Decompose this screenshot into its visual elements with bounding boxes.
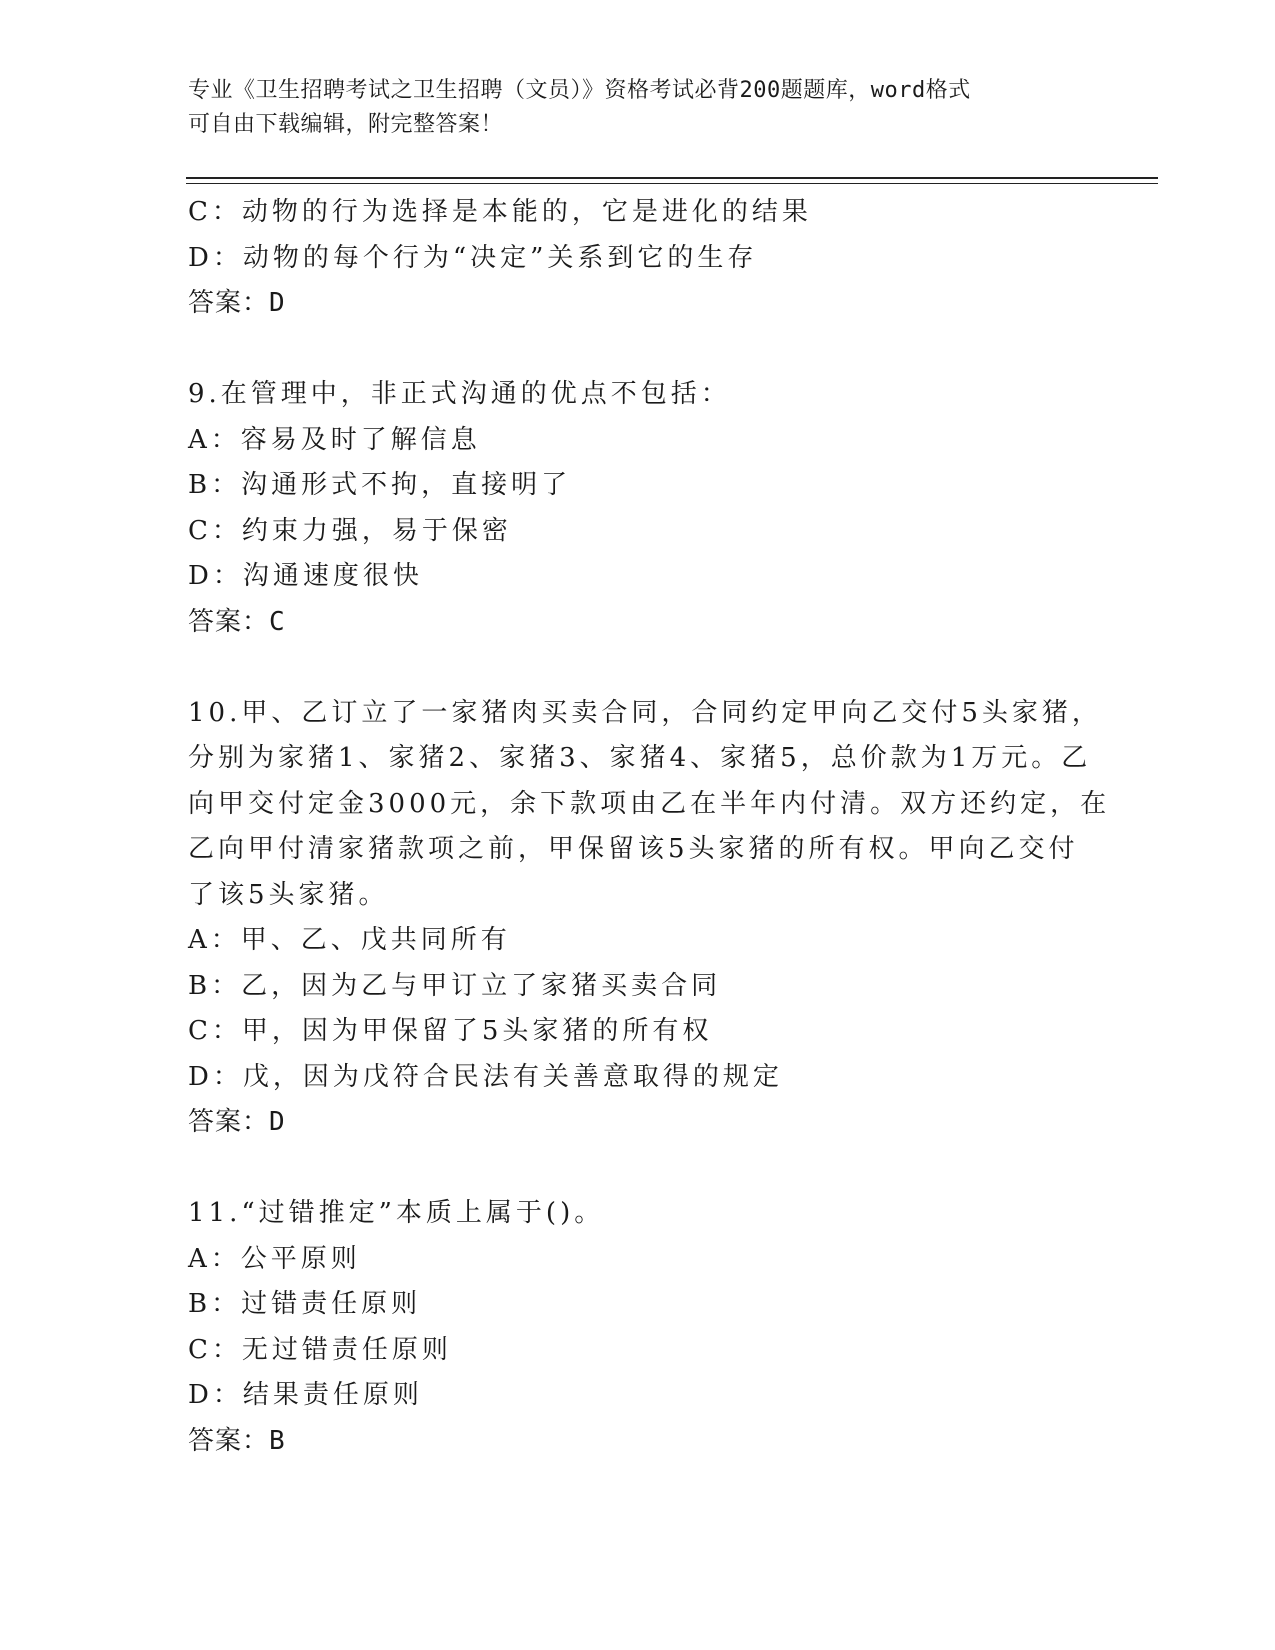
header-line-2: 可自由下载编辑，附完整答案！ xyxy=(188,112,504,137)
question-stem-line: 了该5头家猪。 xyxy=(188,879,389,910)
question-9 xyxy=(188,372,1088,645)
header-divider-thin xyxy=(186,183,1158,184)
header-divider-thick xyxy=(186,177,1158,179)
question-stem-line: 向甲交付定金3000元，余下款项由乙在半年内付清。双方还约定，在 xyxy=(188,788,1111,819)
question-stem-line: 10.甲、乙订立了一家猪肉买卖合同，合同约定甲向乙交付5头家猪， xyxy=(188,697,1102,728)
answer: 答案：D xyxy=(188,288,286,318)
question-stem-line: 分别为家猪1、家猪2、家猪3、家猪4、家猪5，总价款为1万元。乙 xyxy=(188,743,1092,773)
option-b: B：过错责任原则 xyxy=(188,1289,422,1319)
option-c: C：约束力强，易于保密 xyxy=(188,515,512,546)
option-d: D：戊，因为戊符合民法有关善意取得的规定 xyxy=(188,1061,783,1092)
option-d: D：结果责任原则 xyxy=(188,1380,423,1410)
question-stem: 9.在管理中，非正式沟通的优点不包括： xyxy=(188,379,731,409)
option-d: D：沟通速度很快 xyxy=(188,561,423,591)
answer: 答案：D xyxy=(188,1107,286,1137)
option-d: D：动物的每个行为“决定”关系到它的生存 xyxy=(188,242,758,273)
option-b: B：沟通形式不拘，直接明了 xyxy=(188,470,572,500)
question-stem: 11.“过错推定”本质上属于()。 xyxy=(188,1198,605,1228)
option-c: C：甲，因为甲保留了5头家猪的所有权 xyxy=(188,1016,713,1046)
option-c: C：动物的行为选择是本能的，它是进化的结果 xyxy=(188,197,812,227)
answer: 答案：C xyxy=(188,606,286,637)
option-b: B：乙，因为乙与甲订立了家猪买卖合同 xyxy=(188,970,722,1001)
document-header xyxy=(188,74,1088,142)
question-list xyxy=(188,190,1111,1464)
spacer xyxy=(188,645,1088,691)
question-10 xyxy=(188,691,1111,1146)
spacer xyxy=(188,327,1088,373)
question-8-fragment xyxy=(188,190,1088,327)
option-c: C：无过错责任原则 xyxy=(188,1334,452,1365)
question-11 xyxy=(188,1191,1088,1464)
question-stem-line: 乙向甲付清家猪款项之前，甲保留该5头家猪的所有权。甲向乙交付 xyxy=(188,834,1079,864)
spacer xyxy=(188,1146,1088,1192)
option-a: A：甲、乙、戊共同所有 xyxy=(188,925,511,955)
header-line-1: 专业《卫生招聘考试之卫生招聘（文员）》资格考试必背200题题库，word格式 xyxy=(188,78,971,103)
option-a: A：公平原则 xyxy=(188,1243,361,1274)
answer: 答案：B xyxy=(188,1425,286,1456)
option-a: A：容易及时了解信息 xyxy=(188,424,481,455)
